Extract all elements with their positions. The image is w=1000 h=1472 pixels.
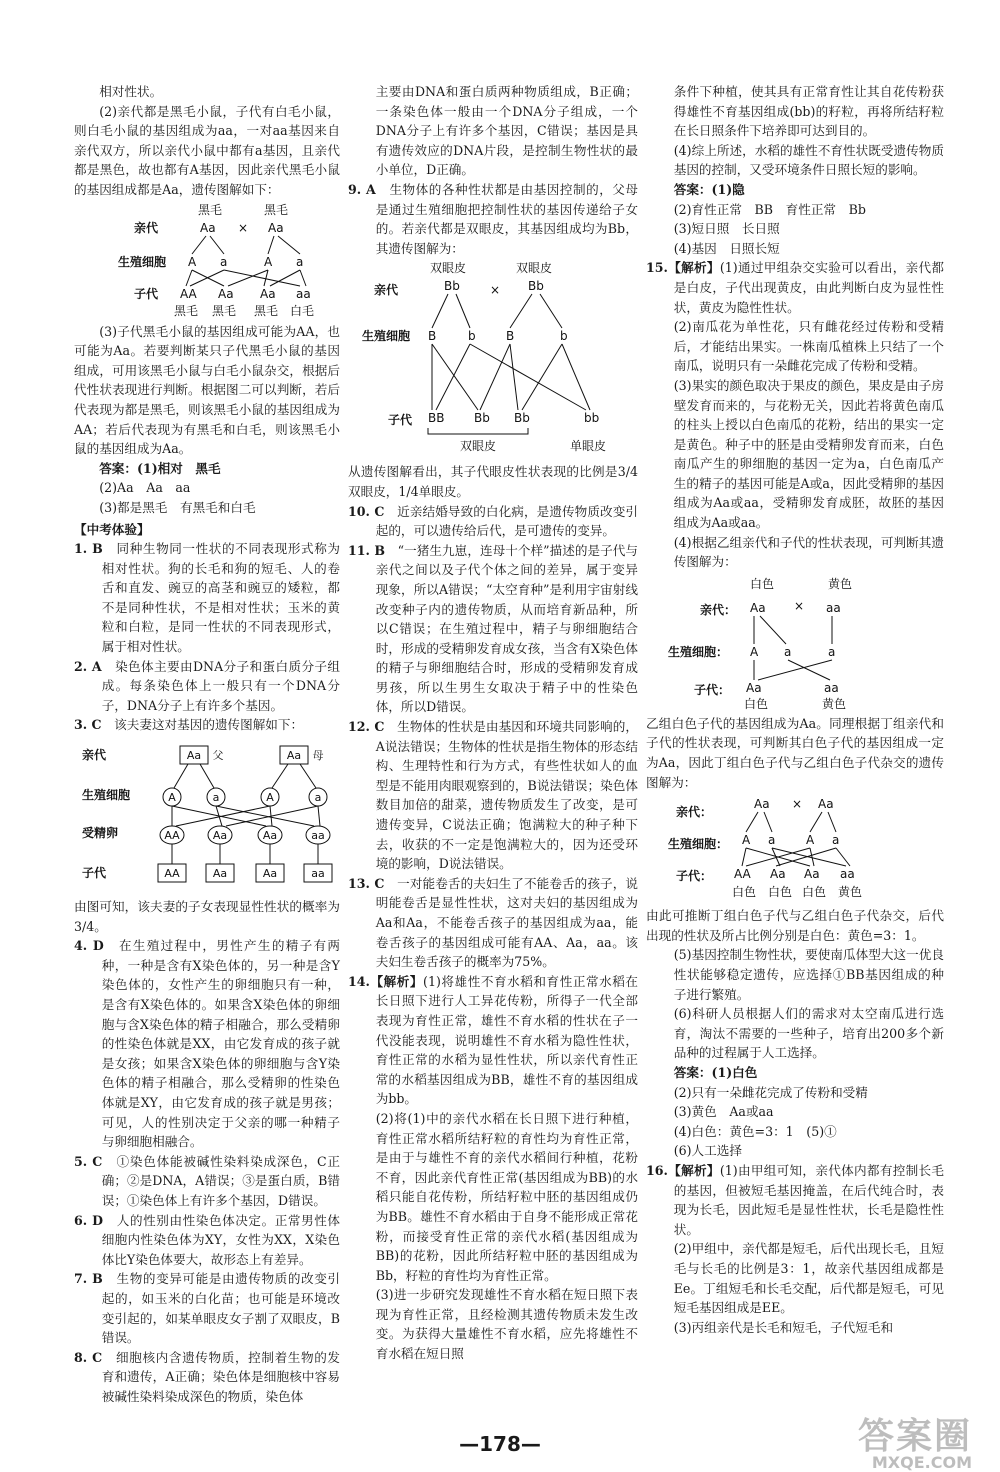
phenotype: 单眼皮	[570, 439, 607, 454]
row-label: 生殖细胞	[362, 329, 411, 344]
gamete: a	[314, 791, 322, 805]
offspring-genotype: Aa	[804, 867, 820, 882]
offspring-genotype: Bb	[514, 411, 530, 426]
label: 黄色	[828, 576, 853, 591]
column-middle	[348, 82, 638, 1364]
question-number: 15.【解析】	[646, 260, 720, 276]
explanation: “一猪生九崽，连母十个样”描述的是子代与亲代之间以及子代个体之间的差异，属于变异现象，所以A错误；“太空育种”是利用宇宙射线改变种子内的遗传物质，从而培育新品种，所以C错误；在生殖过程中，精子与卵细胞结合时，形成的受精卵发育成女孩，当含有X染色体的精子与卵细胞结合时，形成的受精卵发育成男孩，所以生男生女取决于精子中的性染色体，所以D错误。	[375, 542, 638, 715]
column-left	[74, 82, 340, 1406]
answer: (3)黄色 Aa或aa	[673, 1104, 774, 1120]
zygote: Aa	[262, 829, 278, 843]
gamete: b	[468, 329, 476, 344]
gamete: a	[768, 833, 776, 848]
row-label: 子代：	[676, 869, 713, 884]
genetic-diagram-pumpkin-2	[646, 794, 944, 904]
paragraph: (4)根据乙组亲代和子代的性状表现，可判断其遗传图解为：	[673, 534, 944, 570]
page-number: —178—	[459, 1432, 541, 1456]
row-label: 子代	[134, 286, 159, 301]
row-label: 子代	[388, 413, 413, 428]
paragraph: 相对性状。	[99, 84, 163, 99]
phenotype: 黑毛	[254, 303, 279, 318]
offspring-genotype: bb	[584, 411, 600, 426]
question-number: 12. C	[348, 719, 385, 735]
label: 黑毛	[198, 202, 223, 217]
label-mother: 母	[312, 749, 324, 763]
phenotype: 白色	[802, 885, 827, 900]
genotype: Aa	[200, 220, 216, 235]
genotype: Aa	[750, 600, 766, 615]
genetic-diagram-pumpkin-1	[646, 574, 944, 712]
explanation: (1)由甲组可知，亲代体内都有控制长毛的基因，但被短毛基因掩盖，在后代纯合时，表现为长毛，因此短毛是显性性状，长毛是隐性性状。	[673, 1162, 944, 1237]
genotype: Aa	[268, 220, 284, 235]
genetic-diagram-family	[74, 737, 340, 895]
explanation: 该夫妻这对基因的遗传图解如下：	[114, 717, 304, 733]
question-number: 6. D	[74, 1212, 104, 1228]
gamete: A	[742, 833, 751, 848]
answer: 答案：(1)相对 黑毛	[99, 460, 221, 476]
gamete: A	[264, 254, 273, 269]
phenotype: 白色	[732, 885, 757, 900]
genotype: Aa	[186, 749, 202, 763]
paragraph: (2)亲代都是黑毛小鼠，子代有白毛小鼠，则白毛小鼠的基因组成为aa，一对aa基因来自亲代双方，所以亲代小鼠中都有a基因，且亲代都是黑色，故也都有A基因，因此亲代黑毛小鼠的基因组成都是Aa，遗传图解如下：	[74, 103, 340, 197]
zygote: aa	[311, 829, 325, 843]
genotype: Aa	[286, 749, 302, 763]
paragraph: (2)甲组中，亲代都是短毛，后代出现长毛，且短毛与长毛的比例是3：1，故亲代基因组成都是Ee。丁组短毛和长毛交配，后代都是短毛，可见短毛基因组成是EE。	[673, 1241, 944, 1316]
row-label: 子代	[82, 866, 107, 881]
gamete: a	[296, 254, 304, 269]
question-number: 3. C	[74, 717, 102, 733]
offspring-genotype: Aa	[212, 867, 228, 881]
question-number: 7. B	[74, 1271, 103, 1287]
paragraph: (2)南瓜花为单性花，只有雌花经过传粉和受精后，才能结出果实。一株南瓜植株上只结了一个南瓜，说明只有一朵雌花完成了传粉和受精。	[673, 319, 944, 374]
label: 双眼皮	[516, 261, 553, 276]
watermark-logo	[858, 1408, 972, 1472]
row-label: 亲代	[374, 283, 399, 298]
genetic-diagram-eyelids	[348, 260, 638, 460]
explanation: (1)将雄性不育水稻和育性正常水稻在长日照下进行人工异花传粉，所得子一代全部表现为育性正常，雄性不育水稻的性状在子一代没能表现，说明雄性不育水稻为隐性性状，育性正常的水稻为显性性状，所以亲代育性正常的水稻基因组成为BB，雄性不育的基因组成为bb。	[375, 973, 638, 1107]
paragraph: 条件下种植，使其具有正常育性让其自花传粉获得雄性不育基因组成(bb)的籽粒，再将所结籽粒在长日照条件下培养即可达到目的。	[673, 84, 944, 139]
row-label: 亲代	[82, 748, 107, 763]
zygote: AA	[164, 829, 180, 843]
row-label: 亲代	[134, 220, 159, 235]
paragraph: 乙组白色子代的基因组成为Aa。同理根据丁组亲代和子代的性状表现，可判断其白色子代的基因组成一定为Aa，因此丁组白色子代与乙组白色子代杂交的遗传图解为：	[646, 715, 944, 790]
genotype: Bb	[528, 279, 544, 294]
gamete: A	[750, 644, 759, 659]
cross-symbol: ×	[792, 797, 803, 812]
gamete: a	[832, 833, 840, 848]
paragraph: 由此可推断丁组白色子代与乙组白色子代杂交，后代出现的性状及所占比例分别是白色：黄色=3：1。	[646, 908, 944, 943]
gamete: b	[560, 329, 568, 344]
offspring-genotype: aa	[824, 680, 839, 695]
offspring-genotype: Aa	[218, 286, 234, 301]
row-label: 子代：	[694, 682, 731, 697]
gamete: a	[828, 644, 836, 659]
question-number: 2. A	[74, 658, 102, 674]
answer: (3)短日照 长日照	[673, 221, 780, 237]
offspring-genotype: aa	[296, 286, 311, 301]
explanation: 一对能卷舌的夫妇生了不能卷舌的孩子，说明能卷舌是显性性状，这对夫妇的基因组成为Aa和Aa，不能卷舌孩子的基因组成为aa，能卷舌孩子的基因组成可能有AA、Aa，aa。该夫妇生卷舌孩子的概率为75%。	[375, 875, 638, 970]
answer: (4)白色：黄色=3：1 (5)①	[673, 1123, 837, 1139]
explanation: 在生殖过程中，男性产生的精子有两种，一种是含有X染色体的，另一种是含Y染色体的，女性产生的卵细胞只有一种，是含有X染色体的。如果含X染色体的卵细胞与含X染色体的精子相融合，那么受精卵的性染色体就是XX，由它发育成的孩子就是女孩；如果含X染色体的卵细胞与含Y染色体的精子相融合，那么受精卵的性染色体就是XY，由它发育成的孩子就是男孩；可见，人的性别决定于父亲的哪一种精子与卵细胞相融合。	[101, 938, 341, 1150]
row-label: 生殖细胞：	[668, 644, 729, 659]
answer: 答案：(1)隐	[673, 181, 745, 197]
explanation: 同种生物同一性状的不同表现形式称为相对性状。狗的长毛和狗的短毛、人的卷舌和直发、豌豆的高茎和豌豆的矮粒，都不是同种性状，不是相对性状；玉米的黄粒和白粒，是同一性状的不同表现形式，属于相对性状。	[101, 541, 340, 655]
question-number: 11. B	[348, 542, 385, 558]
phenotype: 黑毛	[174, 303, 199, 318]
offspring-genotype: Aa	[262, 867, 278, 881]
explanation: (1)通过甲组杂交实验可以看出，亲代都是白皮，子代出现黄皮，由此判断白皮为显性性状，黄皮为隐性性状。	[673, 260, 944, 315]
cross-symbol: ×	[490, 283, 501, 298]
offspring-genotype: Aa	[260, 286, 276, 301]
explanation: 生物体的各种性状都是由基因控制的，父母是通过生殖细胞把控制性状的基因传递给子女的。若亲代都是双眼皮，其基因组成均为Bb，其遗传图解为：	[375, 181, 639, 256]
paragraph: 主要由DNA和蛋白质两种物质组成，B正确；一条染色体一般由一个DNA分子组成，一个DNA分子上有许多个基因，C错误；基因是具有遗传效应的DNA片段，是控制生物性状的最小单位，D正确。	[375, 84, 638, 178]
row-label: 亲代：	[700, 602, 737, 617]
phenotype: 白色	[744, 696, 769, 711]
explanation: 近亲结婚导致的白化病，是遗传物质改变引起的，可以遗传给后代，是可遗传的变异。	[375, 503, 638, 539]
question-number: 5. C	[74, 1153, 103, 1169]
gamete: A	[806, 833, 815, 848]
row-label: 受精卵	[82, 826, 119, 841]
genotype: aa	[826, 600, 841, 615]
genetic-diagram-mice	[74, 202, 340, 320]
row-label: 生殖细胞：	[668, 837, 729, 852]
genotype: Aa	[818, 797, 834, 812]
explanation: 染色体主要由DNA分子和蛋白质分子组成。每条染色体上一般只有一个DNA分子，DNA分子上有许多个基因。	[101, 658, 341, 713]
row-label: 生殖细胞	[82, 788, 131, 803]
offspring-genotype: aa	[840, 867, 855, 882]
phenotype: 白毛	[290, 303, 315, 318]
explanation: 人的性别由性染色体决定。正常男性体细胞内性染色体为XY，女性为XX，X染色体比Y染色体要大，故形态上有差异。	[101, 1212, 341, 1267]
label: 黑毛	[264, 202, 289, 217]
explanation: 细胞核内含遗传物质，控制着生物的发育和遗传，A正确；染色体是细胞核中容易被碱性染料染成深色的物质，染色体	[101, 1349, 341, 1404]
answer: (2)Aa Aa aa	[99, 480, 191, 496]
explanation: 生物的变异可能是由遗传物质的改变引起的，如玉米的白化苗；也可能是环境改变引起的，如某单眼皮女子割了双眼皮，B错误。	[101, 1271, 340, 1346]
gamete: A	[266, 791, 274, 805]
offspring-genotype: Bb	[474, 411, 490, 426]
watermark-url: MXQE.COM	[871, 1453, 972, 1472]
paragraph: (3)果实的颜色取决于果皮的颜色，果皮是由子房壁发育而来的，与花粉无关，因此若将黄色南瓜的柱头上授以白色南瓜的花粉，结出的果实一定是黄色。种子中的胚是由受精卵发育而来，白色南瓜产生的卵细胞的基因一定为a，白色南瓜产生的精子的基因可能是A或a，因此受精卵的基因组成为Aa或aa，受精卵发育成胚，故胚的基因组成为Aa或aa。	[673, 377, 944, 531]
paragraph: (3)子代黑毛小鼠的基因组成可能为AA，也可能为Aa。若要判断某只子代黑毛小鼠的基因组成，可用该黑毛小鼠与白毛小鼠杂交，根据后代性状表现进行判断。根据图二可以判断，若后代表现为都是黑毛，则该黑毛小鼠的基因组成为AA；若后代表现为有黑毛和白毛，则该黑毛小鼠的基因组成为Aa。	[74, 323, 340, 457]
answer: (2)只有一朵雌花完成了传粉和受精	[673, 1084, 868, 1100]
row-label: 亲代：	[676, 805, 713, 820]
genotype: Aa	[754, 797, 770, 812]
answer: (3)都是黑毛 有黑毛和白毛	[99, 499, 256, 515]
section-heading: 【中考体验】	[74, 521, 150, 537]
paragraph: 从遗传图解看出，其子代眼皮性状表现的比例是3/4双眼皮，1/4单眼皮。	[348, 464, 638, 499]
gamete: B	[428, 329, 437, 344]
paragraph: (6)科研人员根据人们的需求对太空南瓜进行选育，淘汰不需要的一些种子，培育出200多个新品种的过程属于人工选择。	[673, 1006, 944, 1061]
column-right	[646, 82, 944, 1337]
offspring-genotype: AA	[164, 867, 180, 881]
phenotype: 黄色	[838, 885, 863, 900]
gamete: B	[506, 329, 515, 344]
paragraph: (4)综上所述，水稻的雄性不育性状既受遗传物质基因的控制，又受环境条件日照长短的影响。	[673, 142, 944, 178]
paragraph: (3)丙组亲代是长毛和短毛，子代短毛和	[673, 1319, 894, 1335]
offspring-genotype: aa	[311, 867, 325, 881]
question-number: 4. D	[74, 938, 104, 954]
genotype: Bb	[444, 279, 460, 294]
answer: (6)人工选择	[673, 1143, 742, 1159]
question-number: 8. C	[74, 1349, 103, 1365]
offspring-genotype: AA	[180, 286, 197, 301]
offspring-genotype: AA	[734, 867, 751, 882]
offspring-genotype: Aa	[770, 867, 786, 882]
label: 双眼皮	[430, 261, 467, 276]
paragraph: (5)基因控制生物性状，要使南瓜体型大这一优良性状能够稳定遗传，应选择①BB基因组成的种子进行繁殖。	[673, 947, 944, 1002]
gamete: a	[220, 254, 228, 269]
label: 白色	[750, 576, 775, 591]
cross-symbol: ×	[794, 598, 805, 613]
offspring-genotype: BB	[428, 411, 445, 426]
offspring-genotype: Aa	[746, 680, 762, 695]
row-label: 生殖细胞	[118, 254, 167, 269]
question-number: 14.【解析】	[348, 973, 424, 989]
phenotype: 黑毛	[212, 303, 237, 318]
watermark-title: 答案圈	[857, 1416, 972, 1457]
paragraph: 由图可知，该夫妻的子女表现显性性状的概率为3/4。	[74, 899, 340, 934]
question-number: 9. A	[348, 181, 376, 197]
explanation: ①染色体能被碱性染料染成深色，C正确；②是DNA，A错误；③是蛋白质，B错误；①染色体上有许多个基因，D错误。	[101, 1153, 341, 1208]
zygote: Aa	[212, 829, 228, 843]
question-number: 13. C	[348, 875, 385, 891]
label-father: 父	[212, 749, 224, 763]
answer: (4)基因 日照长短	[673, 240, 780, 256]
question-number: 1. B	[74, 541, 103, 557]
paragraph: (3)进一步研究发现雄性不育水稻在短日照下表现为育性正常，且经检测其遗传物质未发生改变。为获得大量雄性不育水稻，应先将雄性不育水稻在短日照	[375, 1287, 638, 1362]
answer: 答案：(1)白色	[673, 1064, 758, 1080]
gamete: A	[188, 254, 197, 269]
answer: (2)育性正常 BB 育性正常 Bb	[673, 201, 866, 217]
question-number: 10. C	[348, 503, 385, 519]
phenotype: 双眼皮	[460, 439, 497, 454]
gamete: a	[212, 791, 220, 805]
gamete: A	[168, 791, 176, 805]
phenotype: 黄色	[822, 696, 847, 711]
phenotype: 白色	[768, 885, 793, 900]
paragraph: (2)将(1)中的亲代水稻在长日照下进行种植，育性正常水稻所结籽粒的育性均为育性正常，是由于与雄性不育的亲代水稻间行种植，花粉不育，因此亲代育性正常(基因组成为BB)的水稻只能自花传粉，所结籽粒中胚的基因组成仍为BB。雄性不育水稻由于自身不能形成正常花粉，而接受育性正常的亲代水稻(基因组成为BB)的花粉，因此所结籽粒中胚的基因组成为Bb，籽粒的育性均为育性正常。	[375, 1110, 638, 1283]
gamete: a	[784, 644, 792, 659]
cross-symbol: ×	[238, 220, 249, 235]
question-number: 16.【解析】	[646, 1162, 720, 1178]
explanation: 生物体的性状是由基因和环境共同影响的，A说法错误；生物体的性状是指生物体的形态结构、生理特性和行为方式，有些性状如人的血型是不能用肉眼观察到的，B说法错误；染色体数目加倍的甜菜，遗传物质发生了改变，是可遗传变异，C说法正确；饱满粒大的种子种下去，收获的不一定是饱满粒大的，因为还受环境的影响，D说法错误。	[375, 719, 638, 872]
